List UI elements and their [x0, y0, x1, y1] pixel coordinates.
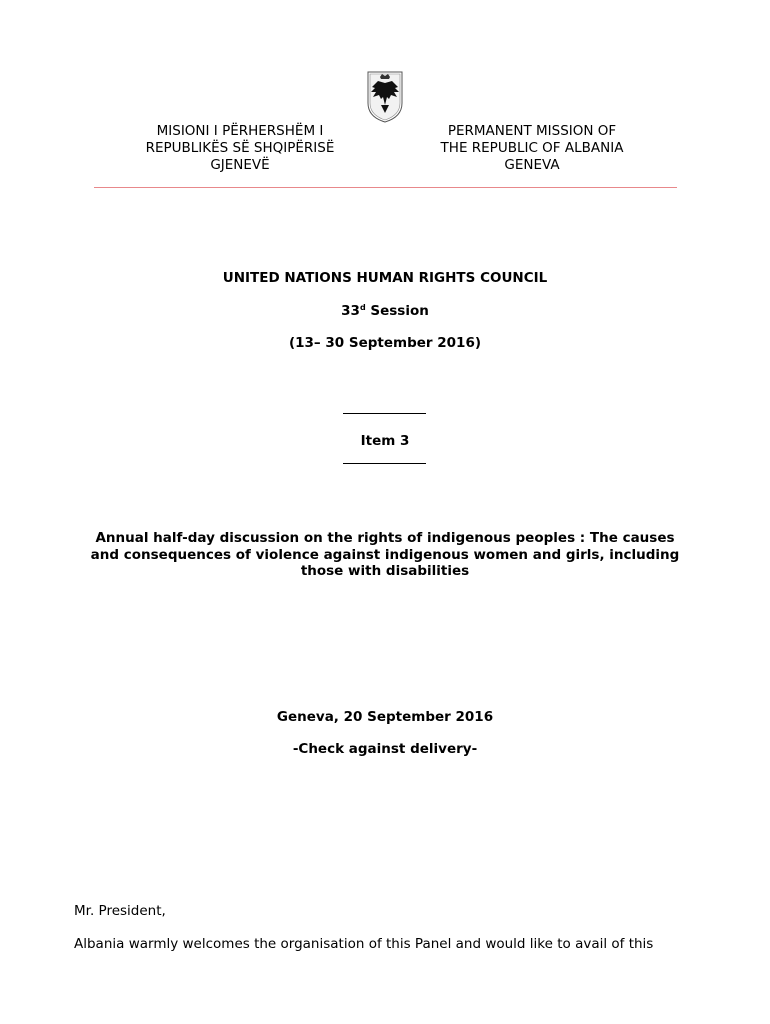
header-left-line: GJENEVË — [210, 157, 270, 173]
delivery-note: -Check against delivery- — [292, 741, 478, 757]
session-ordinal-suffix: d — [359, 303, 366, 312]
item-rule-bottom — [343, 463, 426, 464]
session-dates: (13– 30 September 2016) — [288, 335, 482, 351]
body-paragraph-line: Albania warmly welcomes the organisation of this Panel and would like to avail of this — [74, 936, 654, 952]
header-right-line: GENEVA — [504, 157, 560, 173]
place-and-date: Geneva, 20 September 2016 — [276, 709, 494, 725]
item-rule-top — [343, 413, 426, 414]
session-number: 33 — [341, 303, 360, 319]
discussion-title-line: Annual half-day discussion on the rights of indigenous peoples : The causes — [95, 530, 675, 546]
session-word: Session — [370, 303, 429, 319]
discussion-title — [60, 530, 710, 580]
discussion-title-line: and consequences of violence against indigenous women and girls, including — [90, 546, 680, 563]
item-label: Item 3 — [360, 433, 410, 449]
salutation: Mr. President, — [74, 903, 166, 919]
header-right-line: PERMANENT MISSION OF — [447, 123, 617, 139]
council-title: UNITED NATIONS HUMAN RIGHTS COUNCIL — [222, 270, 548, 286]
header-right-line: THE REPUBLIC OF ALBANIA — [440, 140, 624, 156]
header-divider — [94, 187, 677, 188]
session-line — [0, 303, 770, 320]
header-left-line: MISIONI I PËRHERSHËM I — [156, 123, 324, 139]
albania-coat-of-arms-icon — [366, 69, 404, 123]
header-left-line: REPUBLIKËS SË SHQIPËRISË — [145, 140, 335, 156]
discussion-title-line: those with disabilities — [300, 563, 470, 579]
header-english-name — [412, 123, 652, 174]
header-albanian-name — [120, 123, 360, 174]
